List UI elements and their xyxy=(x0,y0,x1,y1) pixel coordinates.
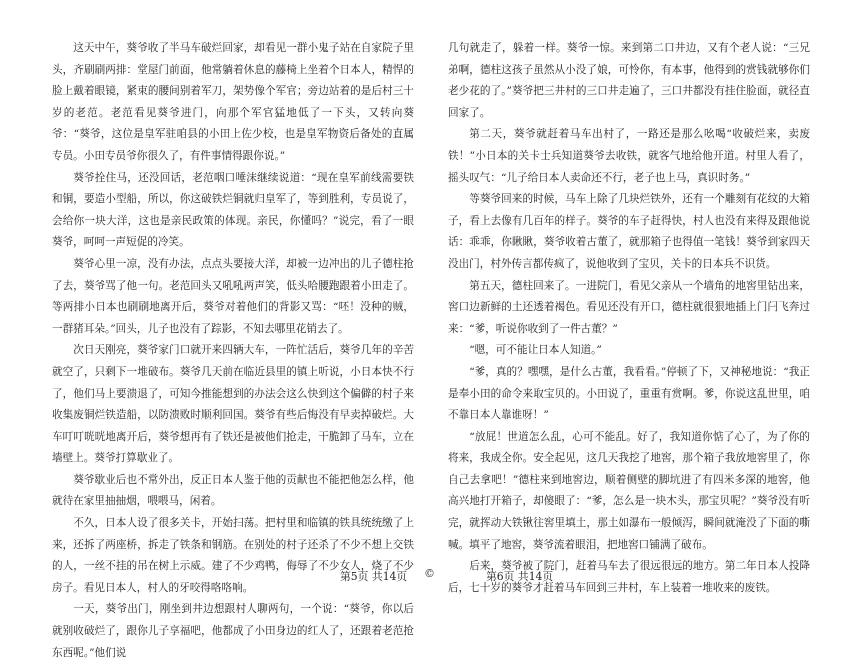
paragraph: 第五天，德柱回来了。一进院门，看见父亲从一个墙角的地窖里钻出来，窖口边新鲜的土还透着褐色。看见还没有开口，德柱就很狠地插上门闩飞奔过来：“爹，听说你收到了一件古董？” xyxy=(448,279,810,335)
page-number-left: 第5页 共14页 xyxy=(340,570,408,583)
paragraph: 第二天，葵爷就赶着马车出村了，一路还是那么吆喝“收破烂来，卖废铁！”小日本的关卡士兵知道葵爷去收铁，就客气地给他开道。村里人看了，摇头叹气：“儿子给日本人卖命还不行，老子也上马，真识时务。” xyxy=(448,128,810,184)
paragraph: “嗯，可不能让日本人知道。” xyxy=(469,344,602,357)
copyright-symbol: © xyxy=(424,567,435,580)
paragraph: “爹，真的？嘿嘿，是什么古董，我看看。”停顿了下，又神秘地说：“我正是奉小田的命令来取宝贝的。小田说了，重重有赏啊。爹，你说这乱世里，咱不靠日本人靠谁呀！” xyxy=(448,365,810,422)
paragraph-continued: 几句就走了，躲着一样。葵爷一惊。来到第二口井边，又有个老人说：“三兄弟啊，德柱这孩子虽然从小没了娘，可怜你，有本事，他得到的赏钱就够你们老少花的了。”葵爷把三井村的三口井走遍了，三口井都没有挂住脸面，就径直回家了。 xyxy=(448,42,810,119)
paragraph: “放屁！世道怎么乱，心可不能乱。好了，我知道你惦了心了，为了你的将来，我成全你。安全起见，这几天我挖了地窖，那个箱子我放地窖里了，你自己去拿吧！”德柱来到地窖边，顺着侧壁的脚坑进了有四米多深的地窖，他高兴地打开箱子，却傻眼了：“爹，怎么是一块木头，那宝贝呢？”葵爷没有听完，就挥动大铁锹往窖里填土，那土如瀑布一般倾泻，瞬间就淹没了下面的嘶喊。填平了地窖，葵爷流着眼泪，把地窖口铺满了破布。 xyxy=(448,430,810,551)
paragraph: 等葵爷回来的时候，马车上除了几块烂铁外，还有一个雕刻有花纹的大箱子，看上去像有几百年的样子。葵爷的车子赶得快，村人也没有来得及跟他说话：乖乖，你瞅瞅，葵爷收着古董了，就那箱子也得值一笔钱！葵爷到家四天没出门，村外传言都传疯了，说他收到了宝贝，关卡的日本兵不识货。 xyxy=(448,193,810,270)
paragraph: 葵爷拴住马，还没回话，老范咽口唾沫继续说道：“现在皇军前线需要铁和铜，要造小型船，所以，你这破铁烂铜就归皇军了，等到胜利，专员说了，会给你一块大洋，这也是亲民政策的体现。亲民，你懂吗？”说完，看了一眼葵爷，呵呵一声短促的冷笑。 xyxy=(52,171,414,249)
paragraph: 葵爷歇业后也不常外出，反正日本人鉴于他的贡献也不能把他怎么样，他就待在家里抽抽烟，喂喂马，闲着。 xyxy=(52,473,414,508)
paragraph: 不久，日本人设了很多关卡，开始扫荡。把村里和临镇的铁具统统缴了上来，还拆了两座桥，拆走了铁条和钢筋。在别处的村子还杀了不少不想上交铁的人，一丝不挂的吊在树上示威。建了不少鸡鸭，侮辱了不少女人，烧了不少房子。看见日本人，村人的牙咬得咯咯响。 xyxy=(52,517,414,594)
right-column xyxy=(448,38,810,599)
paragraph: 后来，葵爷被了院门，赶着马车去了很远很远的地方。第二年日本人投降后，七十岁的葵爷才赶着马车回到三井村，车上装着一堆收来的废铁。 xyxy=(448,560,810,594)
paragraph: 次日天刚亮，葵爷家门口就开来四辆大车，一阵忙活后，葵爷几年的辛苦就空了，只剩下一堆破布。葵爷几天前在临近县里的镇上听说，小日本快不行了，他们马上要溃退了，可知今推能想到的办法会这么快到这个偏僻的村子来收集废铜烂铁造船，以防溃败时顺利回国。葵爷有些后悔没有早卖掉破烂。大车叮叮咣咣地离开后，葵爷想再有了铁还是被他们抢走，干脆卸了马车，立在墙壁上。葵爷打算歇业了。 xyxy=(52,344,414,465)
paragraph: 一天，葵爷出门，刚坐到井边想跟村人聊两句，一个说：“葵爷，你以后就别收破烂了，跟你儿子享福吧，他都成了小田身边的红人了，还跟着老范抢东西呢。”他们说 xyxy=(52,603,414,659)
page-number-right: 第6页 共14页 xyxy=(486,570,554,583)
paragraph: 这天中午，葵爷收了半马车破烂回家，却看见一群小鬼子站在自家院子里头，齐刷刷两排：堂屋门前面，他常躺着休息的藤椅上坐着个日本人，精悍的脸上戴着眼镜，紧束的腰间别着军刀，架势像个军官；旁边站着的是后村三十岁的老范。老范看见葵爷进门，向那个军官猛地低了一下头，又转向葵爷：“葵爷，这位是皇军驻咱县的小田上佐少校，也是皇军物资后备处的直属专员。小田专员爷你很久了，有件事情得跟你说。” xyxy=(52,42,414,162)
paragraph: 葵爷心里一凉，没有办法，点点头要接大洋，却被一边冲出的儿子德柱抢了去，葵爷骂了他一句。老范回头又吼吼两声笑，低头哈腰跑跟着小田走了。等两排小日本也刷刷地离开后，葵爷对着他们的背影又骂：“呸！没种的贼，一群猪耳朵。”回头，儿子也没有了踪影，不知去哪里花销去了。 xyxy=(52,257,414,335)
